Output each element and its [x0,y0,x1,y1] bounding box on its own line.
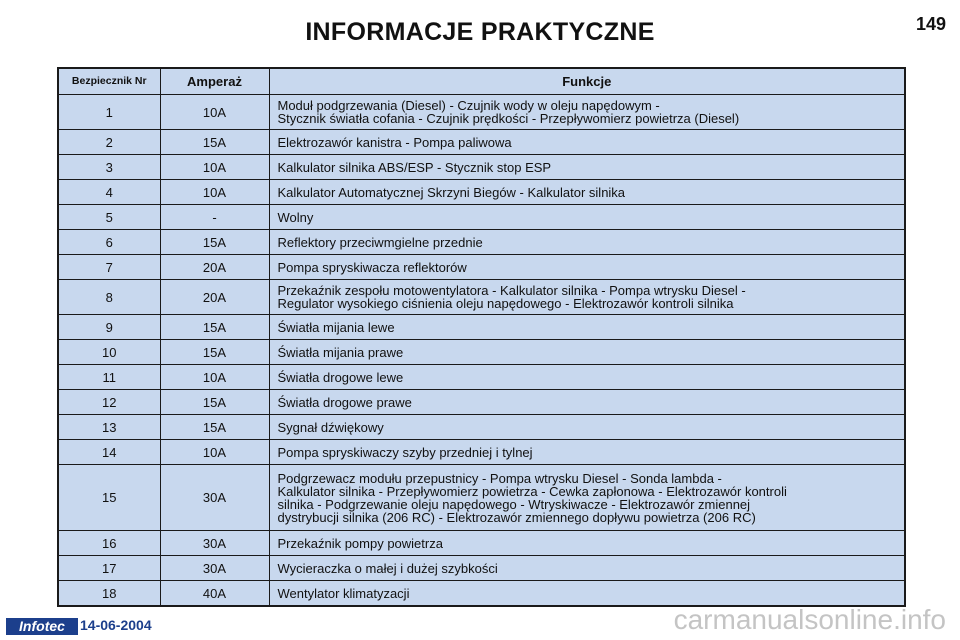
table-row [58,155,905,180]
function-line: Przekaźnik pompy powietrza [277,535,443,551]
table-row [58,205,905,230]
function-line: Wentylator klimatyzacji [277,585,410,601]
amperage-cell: 10A [160,155,269,180]
amperage-cell: 15A [160,315,269,340]
function-line: Reflektory przeciwmgielne przednie [277,234,483,250]
fuse-number-cell: 2 [58,130,160,155]
function-line: Pompa spryskiwacza reflektorów [277,259,467,275]
fuse-number-cell: 9 [58,315,160,340]
table-header-row [58,68,905,95]
amperage-cell: 20A [160,280,269,315]
fuse-number-cell: 18 [58,581,160,607]
table-row [58,440,905,465]
function-cell [269,465,905,531]
function-cell [269,130,905,155]
table-row [58,315,905,340]
function-cell [269,280,905,315]
function-line: silnika - Podgrzewanie oleju napędowego - Wtryskiwacze - Elektrozawór zmiennej [277,496,751,512]
amperage-cell: 30A [160,531,269,556]
column-header-amperage: Amperaż [160,68,269,95]
function-cell [269,95,905,130]
function-cell [269,255,905,280]
fuse-number-cell: 8 [58,280,160,315]
function-cell [269,390,905,415]
amperage-cell: - [160,205,269,230]
table-row [58,531,905,556]
fuse-number-cell: 17 [58,556,160,581]
table-row [58,130,905,155]
fuse-number-cell: 5 [58,205,160,230]
fuse-number-cell: 4 [58,180,160,205]
function-cell [269,365,905,390]
function-cell [269,415,905,440]
function-line: Światła mijania prawe [277,344,404,360]
amperage-cell: 10A [160,440,269,465]
fuse-number-cell: 15 [58,465,160,531]
table-row [58,415,905,440]
fuse-table-body [58,95,905,607]
function-line: Wolny [277,209,314,225]
table-row [58,365,905,390]
function-line: dystrybucji silnika (206 RC) - Elektrozawór zmiennego dopływu powietrza (206 RC) [277,509,756,525]
function-cell [269,230,905,255]
column-header-fuse-number: Bezpiecznik Nr [58,68,160,95]
infotec-logo: Infotec [6,618,78,635]
table-row [58,255,905,280]
function-line: Wycieraczka o małej i dużej szybkości [277,560,498,576]
amperage-cell: 30A [160,465,269,531]
table-row [58,340,905,365]
page-number: 149 [915,14,946,34]
fuse-number-cell: 14 [58,440,160,465]
function-line: Kalkulator Automatycznej Skrzyni Biegów - Kalkulator silnika [277,184,626,200]
function-line: Kalkulator silnika ABS/ESP - Stycznik stop ESP [277,159,552,175]
function-cell [269,205,905,230]
amperage-cell: 10A [160,180,269,205]
function-line: Pompa spryskiwaczy szyby przedniej i tylnej [277,444,533,460]
function-line: Elektrozawór kanistra - Pompa paliwowa [277,134,512,150]
function-cell [269,155,905,180]
table-row [58,581,905,607]
table-row [58,556,905,581]
function-line: Kalkulator silnika - Przepływomierz powietrza - Cewka zapłonowa - Elektrozawór kontroli [277,483,787,499]
function-line: Światła drogowe prawe [277,394,412,410]
column-header-functions: Funkcje [269,68,905,95]
function-line: Sygnał dźwiękowy [277,419,384,435]
table-row [58,180,905,205]
amperage-cell: 15A [160,340,269,365]
function-cell [269,315,905,340]
amperage-cell: 20A [160,255,269,280]
function-line: Moduł podgrzewania (Diesel) - Czujnik wody w oleju napędowym - [277,98,660,113]
fuse-number-cell: 13 [58,415,160,440]
amperage-cell: 15A [160,130,269,155]
watermark-text: carmanualsonline.info [673,604,946,635]
function-line: Podgrzewacz modułu przepustnicy - Pompa wtrysku Diesel - Sonda lambda - [277,470,722,486]
table-row [58,280,905,315]
function-line: Regulator wysokiego ciśnienia oleju napędowego - Elektrozawór kontroli silnika [277,296,734,311]
fuse-number-cell: 11 [58,365,160,390]
function-cell [269,531,905,556]
table-row [58,465,905,531]
amperage-cell: 15A [160,230,269,255]
fuse-number-cell: 7 [58,255,160,280]
function-cell [269,556,905,581]
fuse-number-cell: 6 [58,230,160,255]
function-cell [269,180,905,205]
footer-date: 14-06-2004 [80,617,152,633]
function-cell [269,440,905,465]
amperage-cell: 30A [160,556,269,581]
function-line: Światła drogowe lewe [277,369,404,385]
function-line: Stycznik światła cofania - Czujnik prędkości - Przepływomierz powietrza (Diesel) [277,111,740,126]
fuse-number-cell: 3 [58,155,160,180]
table-row [58,230,905,255]
page-title: INFORMACJE PRAKTYCZNE [305,18,655,46]
fuse-number-cell: 16 [58,531,160,556]
table-row [58,390,905,415]
table-row [58,95,905,130]
function-cell [269,581,905,607]
amperage-cell: 15A [160,415,269,440]
function-line: Światła mijania lewe [277,319,395,335]
fuse-number-cell: 12 [58,390,160,415]
amperage-cell: 10A [160,365,269,390]
function-line: Przekaźnik zespołu motowentylatora - Kalkulator silnika - Pompa wtrysku Diesel - [277,283,746,298]
amperage-cell: 10A [160,95,269,130]
fuse-table [57,67,906,607]
fuse-number-cell: 10 [58,340,160,365]
fuse-number-cell: 1 [58,95,160,130]
function-cell [269,340,905,365]
amperage-cell: 40A [160,581,269,607]
amperage-cell: 15A [160,390,269,415]
